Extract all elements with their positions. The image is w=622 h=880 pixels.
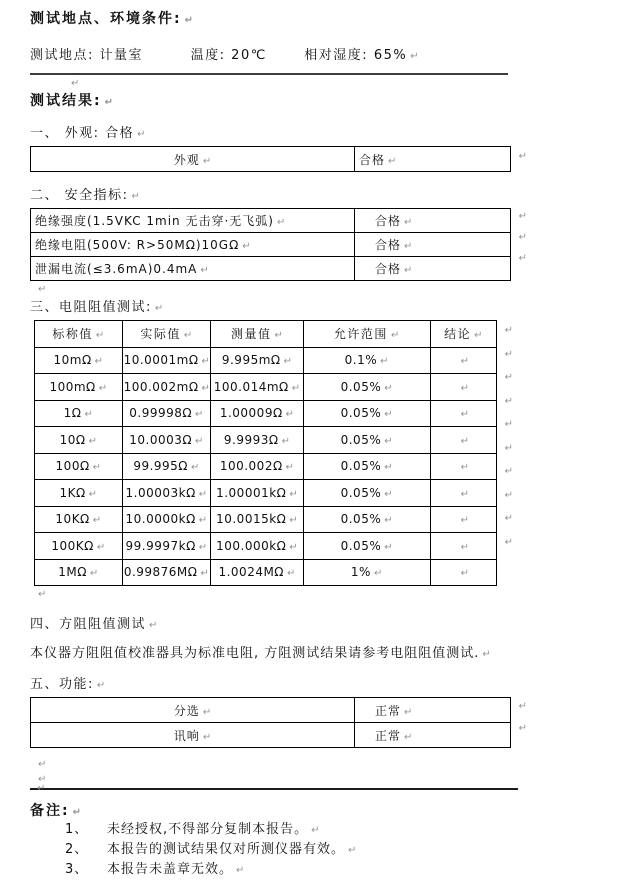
measured-cell: 9.995mΩ ↵: [211, 347, 304, 374]
section-title-remarks: 备注: ↵: [30, 800, 622, 820]
table-row: [31, 698, 511, 723]
row-end-mark: [502, 419, 513, 430]
safety-result-cell: 合格 ↵: [355, 233, 511, 257]
row-end-mark: [502, 396, 513, 407]
conclusion-cell: [430, 480, 496, 507]
section-title-results: 测试结果: ↵: [30, 90, 622, 110]
measured-cell: 100.000kΩ ↵: [211, 533, 304, 560]
nominal-cell: 1KΩ ↵: [35, 480, 123, 507]
nominal-cell: 100Ω ↵: [35, 453, 123, 480]
remark-number: 2、: [65, 842, 89, 857]
actual-cell: 99.9997kΩ ↵: [122, 533, 211, 560]
heading-square-resistance: 四、方阻阻值测试 ↵: [30, 613, 622, 632]
row-end-mark: [502, 466, 513, 477]
measured-cell: 1.0024MΩ ↵: [211, 559, 304, 586]
range-cell: 0.05% ↵: [303, 533, 430, 560]
functions-table-wrap: [30, 697, 511, 748]
table-row: [35, 374, 497, 401]
functions-table: [30, 697, 511, 748]
measured-cell: 100.002Ω ↵: [211, 453, 304, 480]
function-result-cell: 正常 ↵: [355, 723, 511, 748]
resistance-table-wrap: [30, 320, 497, 586]
nominal-cell: 10mΩ ↵: [35, 347, 123, 374]
conclusion-cell: [430, 453, 496, 480]
measured-cell: 1.00009Ω ↵: [211, 400, 304, 427]
col-header-conclusion: 结论 ↵: [430, 321, 496, 348]
range-cell: 0.05% ↵: [303, 453, 430, 480]
table-row: [35, 480, 497, 507]
table-row: [31, 147, 511, 172]
empty-paragraph: [35, 756, 622, 771]
row-end-mark: [516, 253, 527, 264]
humidity-label: 相对湿度:: [304, 48, 369, 63]
col-header-measured: 测量值 ↵: [211, 321, 304, 348]
conclusion-cell: [430, 374, 496, 401]
conclusion-cell: [430, 533, 496, 560]
remark-item: [65, 840, 622, 860]
table-row: [31, 209, 511, 233]
table-row: [31, 233, 511, 257]
measured-cell: 9.9993Ω ↵: [211, 427, 304, 454]
test-location-value: 计量室: [99, 48, 144, 63]
horizontal-rule-bottom-wrap: [30, 788, 622, 790]
table-row: [35, 506, 497, 533]
safety-result-cell: 合格 ↵: [355, 257, 511, 281]
function-item-cell: 讯响 ↵: [31, 723, 355, 748]
table-row: [35, 400, 497, 427]
table-row: [35, 533, 497, 560]
horizontal-rule-bottom: [30, 788, 518, 790]
function-result-cell: 正常 ↵: [355, 698, 511, 723]
safety-item-cell: 泄漏电流(≤3.6mA)0.4mA ↵: [31, 257, 355, 281]
appearance-result-cell: 合格 ↵: [355, 147, 511, 172]
conclusion-cell: [430, 559, 496, 586]
row-end-mark: [502, 349, 513, 360]
nominal-cell: 10KΩ ↵: [35, 506, 123, 533]
heading-safety: 二、 安全指标: ↵: [30, 184, 622, 203]
humidity: [304, 48, 418, 63]
actual-cell: 0.99876MΩ ↵: [122, 559, 211, 586]
col-header-range: 允许范围 ↵: [303, 321, 430, 348]
humidity-value: 65%: [373, 48, 408, 63]
table-row: [35, 453, 497, 480]
remark-number: 1、: [65, 822, 89, 837]
actual-cell: 100.002mΩ ↵: [122, 374, 211, 401]
range-cell: 0.05% ↵: [303, 374, 430, 401]
row-end-mark: [516, 723, 527, 734]
range-cell: 0.05% ↵: [303, 427, 430, 454]
range-cell: 0.05% ↵: [303, 480, 430, 507]
appearance-table-wrap: [30, 146, 511, 172]
safety-table: [30, 208, 511, 281]
row-end-mark: [516, 232, 527, 243]
row-end-mark: [502, 372, 513, 383]
section-title-environment: 测试地点、环境条件: ↵: [30, 8, 622, 28]
empty-paragraph: [35, 771, 622, 786]
heading-appearance: 一、 外观: 合格 ↵: [30, 122, 622, 141]
col-header-actual: 实际值 ↵: [122, 321, 211, 348]
remark-item: [65, 820, 622, 840]
heading-functions: 五、功能: ↵: [30, 673, 622, 692]
nominal-cell: 10Ω ↵: [35, 427, 123, 454]
table-row: [31, 723, 511, 748]
range-cell: 0.1% ↵: [303, 347, 430, 374]
actual-cell: 99.995Ω ↵: [122, 453, 211, 480]
range-cell: 0.05% ↵: [303, 506, 430, 533]
conclusion-cell: [430, 400, 496, 427]
table-row: [35, 427, 497, 454]
empty-paragraph: [35, 586, 622, 601]
actual-cell: 10.0000kΩ ↵: [122, 506, 211, 533]
nominal-cell: 100mΩ ↵: [35, 374, 123, 401]
row-end-mark: [516, 151, 527, 162]
conclusion-cell: [430, 347, 496, 374]
test-location: [30, 44, 185, 63]
safety-table-wrap: [30, 208, 511, 281]
empty-paragraph: [35, 281, 622, 296]
row-end-mark: [502, 443, 513, 454]
table-row: [31, 257, 511, 281]
safety-item-cell: 绝缘电阻(500V: R>50MΩ)10GΩ ↵: [31, 233, 355, 257]
table-row: [35, 559, 497, 586]
actual-cell: 1.00003kΩ ↵: [122, 480, 211, 507]
remark-text: 未经授权,不得部分复制本报告。 ↵: [107, 822, 320, 837]
row-end-mark: [516, 211, 527, 222]
actual-cell: 0.99998Ω ↵: [122, 400, 211, 427]
nominal-cell: 100KΩ ↵: [35, 533, 123, 560]
safety-result-cell: 合格 ↵: [355, 209, 511, 233]
temperature-label: 温度:: [190, 48, 226, 63]
row-end-mark: [502, 325, 513, 336]
remark-text: 本报告的测试结果仅对所测仪器有效。 ↵: [107, 842, 356, 857]
table-row: [35, 347, 497, 374]
remark-number: 3、: [65, 862, 89, 877]
resistance-table: [34, 320, 497, 586]
col-header-nominal: 标称值 ↵: [35, 321, 123, 348]
temperature-value: 20℃: [231, 48, 267, 63]
appearance-label-cell: 外观 ↵: [31, 147, 355, 172]
row-end-mark: [502, 537, 513, 548]
temperature: [191, 44, 299, 63]
nominal-cell: 1MΩ ↵: [35, 559, 123, 586]
appearance-table: [30, 146, 511, 172]
conclusion-cell: [430, 427, 496, 454]
remark-item: [65, 860, 622, 880]
function-item-cell: 分选 ↵: [31, 698, 355, 723]
measured-cell: 1.00001kΩ ↵: [211, 480, 304, 507]
range-cell: 1% ↵: [303, 559, 430, 586]
test-location-label: 测试地点:: [30, 48, 94, 63]
range-cell: 0.05% ↵: [303, 400, 430, 427]
square-resistance-note: 本仪器方阻阻值校准器具为标准电阻, 方阻测试结果请参考电阻阻值测试. ↵: [30, 642, 622, 661]
environment-line: [30, 44, 622, 63]
conclusion-cell: [430, 506, 496, 533]
heading-resistance: 三、电阻阻值测试: ↵: [30, 296, 622, 315]
empty-paragraph: [34, 780, 45, 795]
nominal-cell: 1Ω ↵: [35, 400, 123, 427]
actual-cell: 10.0001mΩ ↵: [122, 347, 211, 374]
empty-paragraph: [68, 75, 622, 90]
remark-text: 本报告未盖章无效。 ↵: [107, 862, 244, 877]
measured-cell: 10.0015kΩ ↵: [211, 506, 304, 533]
row-end-mark: [502, 490, 513, 501]
measured-cell: 100.014mΩ ↵: [211, 374, 304, 401]
row-end-mark: [502, 513, 513, 524]
row-end-mark: [516, 701, 527, 712]
safety-item-cell: 绝缘强度(1.5VKC 1min 无击穿·无飞弧) ↵: [31, 209, 355, 233]
table-header-row: [35, 321, 497, 348]
actual-cell: 10.0003Ω ↵: [122, 427, 211, 454]
